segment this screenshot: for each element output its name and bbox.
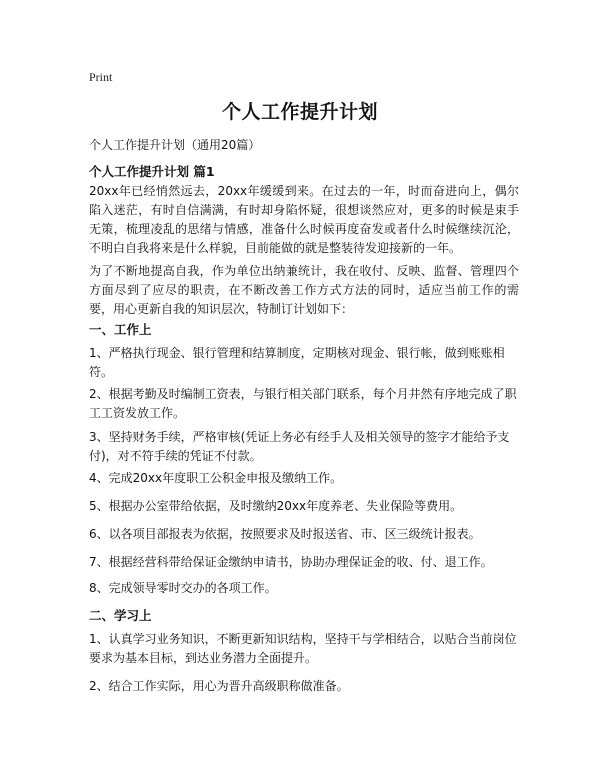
section-work-heading: 一、工作上 — [89, 322, 152, 337]
list-item: 3、坚持财务手续，严格审核(凭证上务必有经手人及相关领导的签字才能给予支付)，对不符手续的凭证不付款。 — [89, 430, 510, 463]
list-item: 2、根据考勤及时编制工资表，与银行相关部门联系，每个月井然有序地完成了职工工资发放工作。 — [89, 387, 517, 420]
list-item: 5、根据办公室带给依据，及时缴纳20xx年度养老、失业保险等费用。 — [89, 499, 463, 513]
list-item: 8、完成领导零时交办的各项工作。 — [89, 581, 277, 595]
list-item: 4、完成20xx年度职工公积金申报及缴纳工作。 — [89, 471, 343, 485]
article-heading: 个人工作提升计划 篇1 — [89, 164, 215, 179]
section-study-heading: 二、学习上 — [89, 608, 152, 623]
list-item: 7、根据经营科带给保证金缴纳申请书，协助办理保证金的收、付、退工作。 — [89, 555, 493, 569]
list-item: 6、以各项目部报表为依据，按照要求及时报送省、市、区三级统计报表。 — [89, 527, 481, 541]
print-label: Print — [89, 70, 113, 84]
list-item: 1、认真学习业务知识，不断更新知识结构，坚持干与学相结合，以贴合当前岗位要求为基本目标，到达业务潜力全面提升。 — [89, 632, 517, 665]
intro-paragraph-2: 为了不断地提高自我，作为单位出纳兼统计，我在收付、反映、监督、管理四个方面尽到了应尽的职责，在不断改善工作方式方法的同时，适应当前工作的需要，用心更新自我的知识层次，特制订计划如下： — [89, 264, 519, 316]
list-item: 2、结合工作实际，用心为晋升高级职称做准备。 — [89, 679, 349, 693]
list-item: 1、严格执行现金、银行管理和结算制度，定期核对现金、银行帐，做到账账相符。 — [89, 346, 505, 379]
page-title: 个人工作提升计划 — [221, 101, 378, 123]
intro-paragraph-1: 20xx年已经悄然远去，20xx年缓缓到来。在过去的一年，时而奋进向上，偶尔陷入迷茫，有时自信满满，有时却身陷怀疑，很想谈然应对，更多的时候是束手无策，梳理凌乱的思绪与情感，准备什么时候再度奋发或者什么时候继续沉沦，不明白自我将来是什么样貌，目前能做的就是整装待发迎接新的一年。 — [89, 184, 519, 255]
page-subtitle: 个人工作提升计划（通用20篇） — [89, 138, 261, 152]
